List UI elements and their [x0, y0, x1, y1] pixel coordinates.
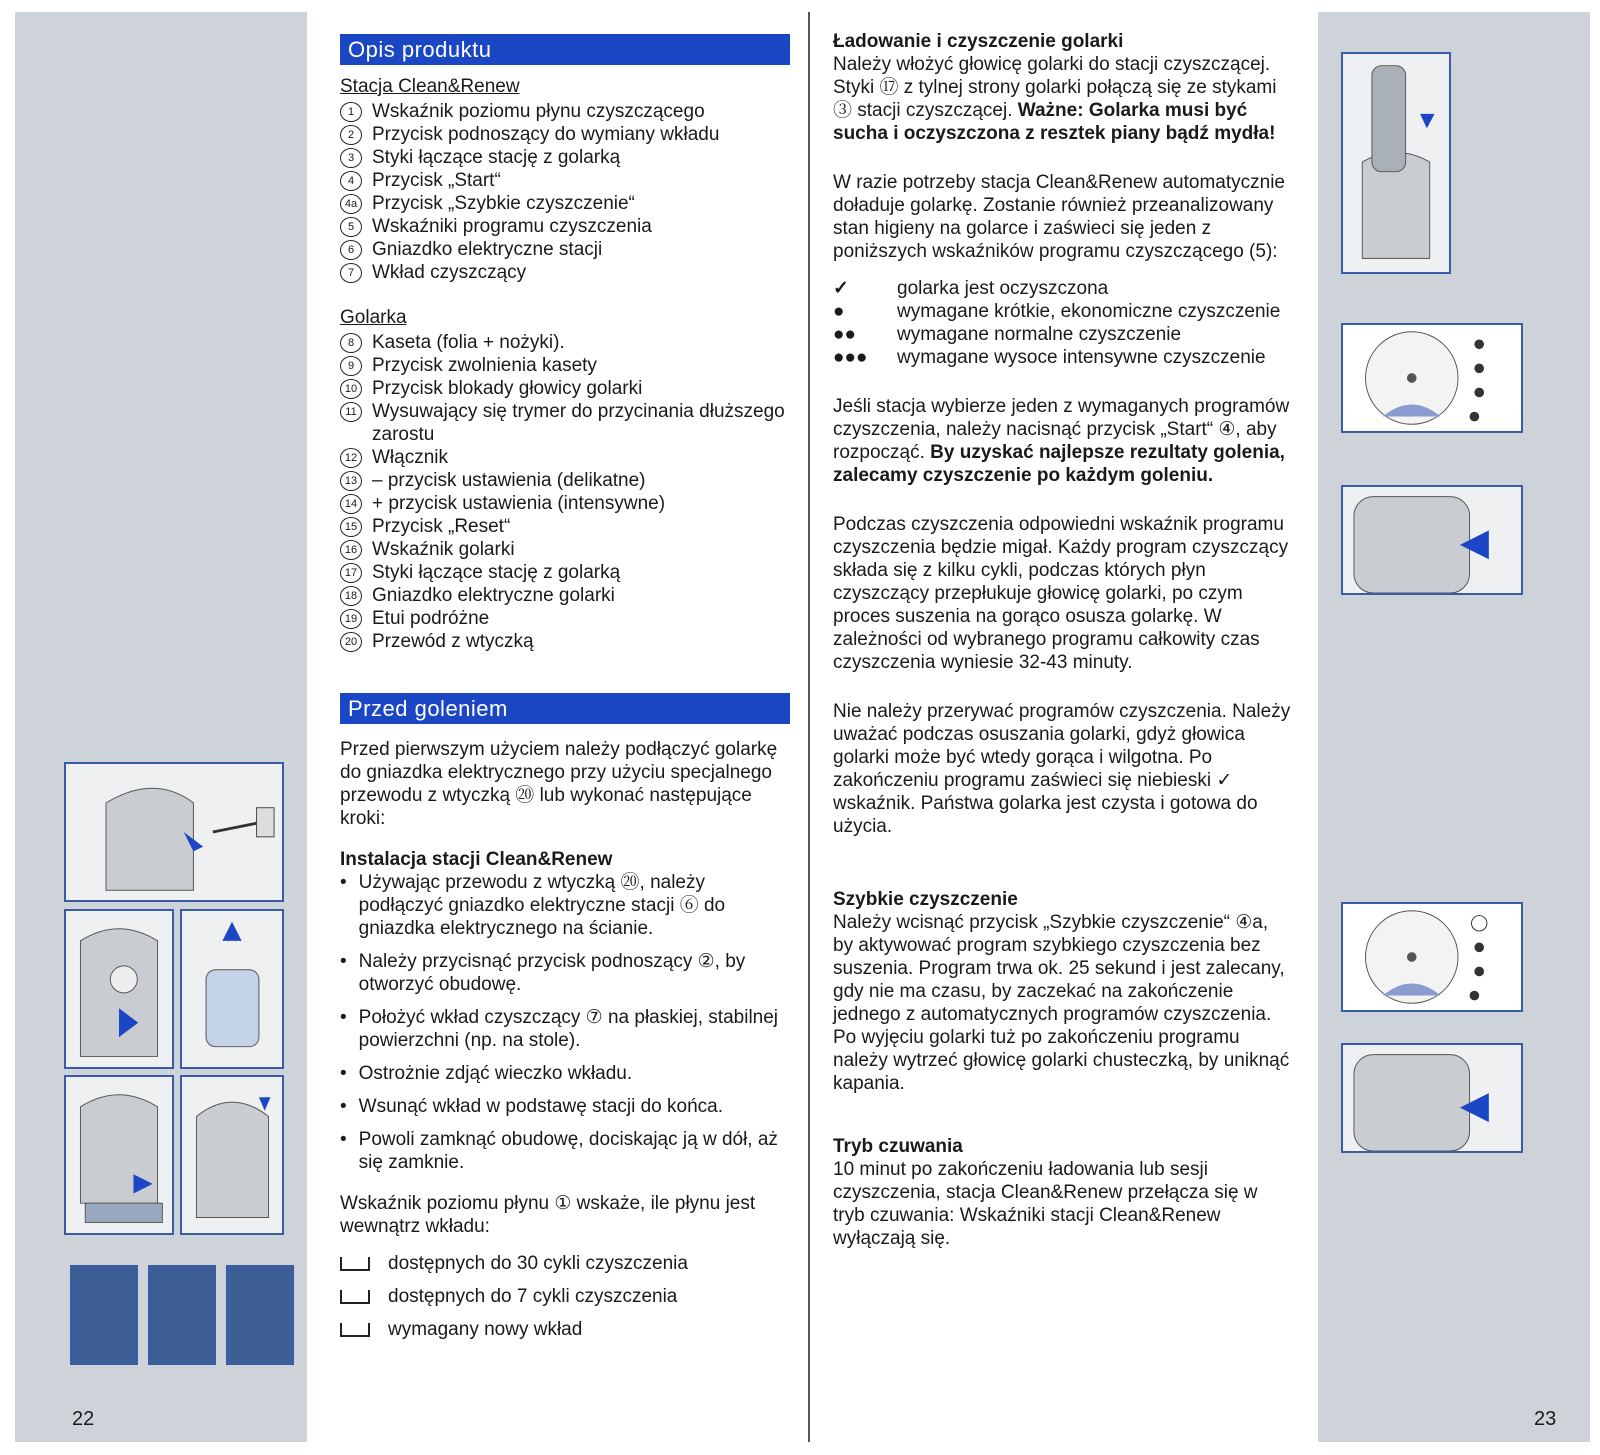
level-list: [340, 1252, 790, 1341]
section-banner-before-shaving: Przed goleniem: [340, 693, 790, 724]
shaver-part-item: [340, 469, 790, 492]
install-steps-list: [340, 871, 790, 1174]
program-row: [833, 277, 1293, 300]
cleaning-paragraph: Podczas czyszczenia odpowiedni wskaźnik programu czyszczenia będzie migał. Każdy program czyszczący składa się z kilku cykli, podczas których płyn czyszczący przepłukuje głowicę golarki, po czym proces suszenia na gorąco osusza golarkę. W zależności od wybranego programu całkowity czas czyszczenia wyniesie 32-43 minuty.: [833, 514, 1289, 673]
item-number: 15: [340, 517, 362, 537]
page-number-left: 22: [72, 1408, 95, 1430]
station-part-item: [340, 146, 790, 169]
item-number: 11: [340, 402, 362, 422]
program-row: [833, 300, 1293, 323]
shaver-part-item: [340, 354, 790, 377]
shaver-part-item: [340, 607, 790, 630]
charging-paragraph: [833, 53, 1293, 145]
close-station-illustration: [180, 1075, 284, 1235]
shaver-part-item: [340, 561, 790, 584]
item-label: Wysuwający się trymer do przycinania dłuższego zarostu: [372, 401, 785, 445]
item-number: 2: [340, 125, 362, 145]
clean-indicator-illustration: [1341, 902, 1523, 1012]
station-part-item: [340, 192, 790, 215]
program-symbol: ✓: [833, 278, 849, 299]
shaver-part-item: [340, 400, 790, 446]
station-heading: Stacja Clean&Renew: [340, 76, 520, 97]
shaver-heading: Golarka: [340, 307, 407, 328]
charging-warning: Ważne: Golarka musi być sucha i oczyszczona z resztek piany bądź mydła!: [833, 100, 1276, 144]
program-symbol: ●: [833, 301, 845, 322]
item-label: – przycisk ustawienia (delikatne): [372, 470, 646, 491]
item-number: 1: [340, 102, 362, 122]
item-number: 6: [340, 240, 362, 260]
shaver-part-item: [340, 584, 790, 607]
program-label: wymagane normalne czyszczenie: [897, 324, 1182, 345]
shaver-part-item: [340, 515, 790, 538]
item-label: Kaseta (folia + nożyki).: [372, 332, 565, 353]
program-symbol: ●●●: [833, 347, 868, 368]
intro-paragraph: Przed pierwszym użyciem należy podłączyć golarkę do gniazdka elektrycznego przy użyciu specjalnego przewodu z wtyczką ⑳ lub wykonać następujące kroki:: [340, 739, 778, 829]
item-label: Przycisk „Reset“: [372, 516, 511, 537]
item-label: Przycisk „Szybkie czyszczenie“: [372, 193, 635, 214]
charging-text: Należy włożyć głowicę golarki do stacji czyszczącej. Styki ⑰ z tylnej strony golarki połączą się ze stykami ③ stacji czyszczącej.: [833, 54, 1277, 121]
item-number: 4: [340, 171, 362, 191]
shaver-in-station-illustration: [1341, 52, 1451, 274]
level-indicator-half-illustration: [148, 1265, 216, 1365]
program-row: [833, 346, 1293, 369]
page-gutter: [808, 12, 810, 1442]
item-label: Przycisk podnoszący do wymiany wkładu: [372, 124, 720, 145]
item-number: 19: [340, 609, 362, 629]
level-indicator-empty-illustration: [226, 1265, 294, 1365]
item-label: Wskaźniki programu czyszczenia: [372, 216, 652, 237]
station-part-item: [340, 238, 790, 261]
select-program-text: Jeśli stacja wybierze jeden z wymaganych programów czyszczenia, należy nacisnąć przycisk „Start“ ④, aby rozpocząć.: [833, 396, 1290, 463]
station-part-item: [340, 169, 790, 192]
item-label: Przycisk zwolnienia kasety: [372, 355, 597, 376]
shaver-part-item: [340, 630, 790, 653]
item-label: Gniazdko elektryczne golarki: [372, 585, 615, 606]
item-label: Włącznik: [372, 447, 449, 468]
interrupt-paragraph: Nie należy przerywać programów czyszczenia. Należy uważać podczas osuszania golarki, gdyż głowica golarki może być wtedy gorąca i wilgotna. Po zakończeniu programu zaświeci się niebieski ✓ wskaźnik. Państwa golarka jest czysta i gotowa do użycia.: [833, 701, 1291, 837]
quick-clean-heading: Szybkie czyszczenie: [833, 889, 1018, 910]
item-label: Etui podróżne: [372, 608, 490, 629]
install-step: • Powoli zamknąć obudowę, dociskając ją w dół, aż się zamknie.: [340, 1128, 790, 1174]
program-symbol: ●●: [833, 324, 856, 345]
program-indicators-illustration: [1341, 323, 1523, 433]
program-indicator-list: [833, 277, 1293, 369]
select-program-paragraph: [833, 395, 1293, 487]
quick-clean-illustration: [1341, 1043, 1523, 1153]
shaver-part-item: [340, 331, 790, 354]
item-label: Wkład czyszczący: [372, 262, 527, 283]
install-step: • Używając przewodu z wtyczką ⑳, należy podłączyć gniazdko elektryczne stacji ⑥ do gniazdka elektrycznego na ścianie.: [340, 871, 790, 940]
item-label: + przycisk ustawienia (intensywne): [372, 493, 666, 514]
station-part-item: [340, 100, 790, 123]
item-label: Wskaźnik golarki: [372, 539, 515, 560]
program-label: wymagane krótkie, ekonomiczne czyszczenie: [897, 301, 1281, 322]
press-start-illustration: [1341, 485, 1523, 595]
shaver-part-item: [340, 538, 790, 561]
item-number: 18: [340, 586, 362, 606]
item-number: 5: [340, 217, 362, 237]
item-number: 20: [340, 632, 362, 652]
level-indicator-full-illustration: [70, 1265, 138, 1365]
level-row: [340, 1252, 790, 1275]
install-step: • Ostrożnie zdjąć wieczko wkładu.: [340, 1062, 790, 1085]
page-number-right: 23: [1534, 1408, 1557, 1430]
level-label: wymagany nowy wkład: [388, 1319, 583, 1340]
auto-charge-paragraph: W razie potrzeby stacja Clean&Renew automatycznie doładuje golarkę. Zostanie również przeanalizowany stan higieny na golarce i zaświeci się jeden z poniższych wskaźników programu czyszczącego (5):: [833, 172, 1285, 262]
cartridge-level-icon: [340, 1257, 370, 1271]
cartridge-level-icon: [340, 1290, 370, 1304]
standby-heading: Tryb czuwania: [833, 1136, 963, 1157]
install-step: • Należy przycisnąć przycisk podnoszący ②, by otworzyć obudowę.: [340, 950, 790, 996]
install-step: • Położyć wkład czyszczący ⑦ na płaskiej, stabilnej powierzchni (np. na stole).: [340, 1006, 790, 1052]
item-number: 8: [340, 333, 362, 353]
item-label: Przewód z wtyczką: [372, 631, 534, 652]
cartridge-level-icon: [340, 1323, 370, 1337]
open-station-illustration: [64, 909, 174, 1069]
level-row: [340, 1318, 790, 1341]
program-label: wymagane wysoce intensywne czyszczenie: [897, 347, 1266, 368]
item-label: Styki łączące stację z golarką: [372, 147, 621, 168]
item-number: 10: [340, 379, 362, 399]
item-number: 9: [340, 356, 362, 376]
item-label: Przycisk „Start“: [372, 170, 501, 191]
program-row: [833, 323, 1293, 346]
station-part-item: [340, 215, 790, 238]
shaver-part-item: [340, 492, 790, 515]
insert-cartridge-illustration: [64, 1075, 174, 1235]
charging-heading: Ładowanie i czyszczenie golarki: [833, 31, 1124, 52]
station-parts-list: [340, 100, 790, 284]
install-step: • Wsunąć wkład w podstawę stacji do końca.: [340, 1095, 790, 1118]
item-label: Gniazdko elektryczne stacji: [372, 239, 603, 260]
item-label: Przycisk blokady głowicy golarki: [372, 378, 643, 399]
station-part-item: [340, 123, 790, 146]
item-number: 13: [340, 471, 362, 491]
level-row: [340, 1285, 790, 1308]
item-number: 4a: [340, 194, 362, 214]
item-number: 3: [340, 148, 362, 168]
item-label: Wskaźnik poziomu płynu czyszczącego: [372, 101, 705, 122]
item-number: 12: [340, 448, 362, 468]
level-label: dostępnych do 7 cykli czyszczenia: [388, 1286, 678, 1307]
right-page-column: [833, 30, 1293, 1250]
left-page-column: [340, 30, 790, 1351]
level-intro: Wskaźnik poziomu płynu ① wskaże, ile płynu jest wewnątrz wkładu:: [340, 1193, 756, 1237]
item-number: 17: [340, 563, 362, 583]
item-number: 16: [340, 540, 362, 560]
cartridge-lid-illustration: [180, 909, 284, 1069]
item-number: 7: [340, 263, 362, 283]
station-part-item: [340, 261, 790, 284]
select-program-tip: By uzyskać najlepsze rezultaty golenia, zalecamy czyszczenie po każdym goleniu.: [833, 442, 1285, 486]
level-label: dostępnych do 30 cykli czyszczenia: [388, 1253, 688, 1274]
program-label: golarka jest oczyszczona: [897, 278, 1109, 299]
shaver-part-item: [340, 446, 790, 469]
item-number: 14: [340, 494, 362, 514]
shaver-part-item: [340, 377, 790, 400]
station-plug-illustration: [64, 762, 284, 902]
shaver-parts-list: [340, 331, 790, 653]
quick-clean-paragraph: Należy wcisnąć przycisk „Szybkie czyszczenie“ ④a, by aktywować program szybkiego czyszczenia bez suszenia. Program trwa ok. 25 sekund i jest zalecany, gdy nie ma czasu, by zaczekać na zakończenie jednego z automatycznych programów czyszczenia. Po wyjęciu golarki tuż po zakończeniu programu należy wytrzeć głowicę golarki chusteczką, by uniknąć kapania.: [833, 912, 1290, 1094]
standby-paragraph: 10 minut po zakończeniu ładowania lub sesji czyszczenia, stacja Clean&Renew przełącza się w tryb czuwania: Wskaźniki stacji Clean&Renew wyłączają się.: [833, 1159, 1258, 1249]
install-heading: Instalacja stacji Clean&Renew: [340, 849, 613, 870]
section-banner-product-description: Opis produktu: [340, 34, 790, 65]
item-label: Styki łączące stację z golarką: [372, 562, 621, 583]
